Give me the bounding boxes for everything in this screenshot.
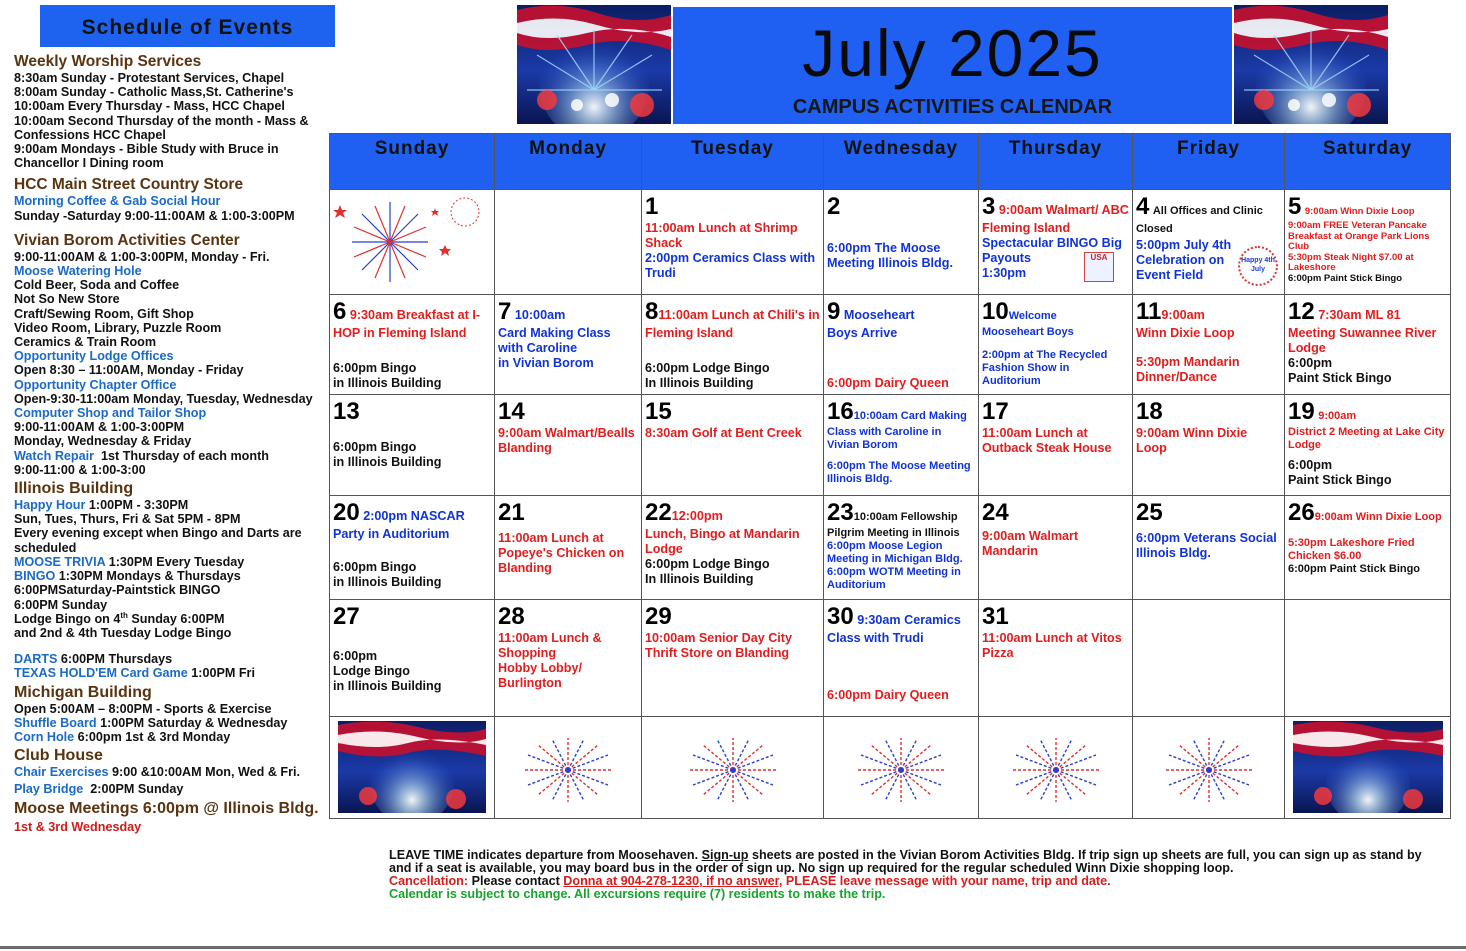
day-number: 23 — [827, 499, 854, 526]
calendar-grid — [329, 133, 1451, 819]
computer-hours: 9:00-11:00AM & 1:00-3:00PM — [14, 420, 185, 435]
firework-burst-icon — [683, 735, 783, 805]
event: Hobby Lobby/ Burlington — [498, 661, 582, 690]
vivian-line: Craft/Sewing Room, Gift Shop — [14, 306, 194, 321]
lodge-bingo-sup: th — [120, 610, 128, 620]
day-cell-30 — [824, 600, 979, 717]
weekday-friday: Friday — [1133, 134, 1285, 190]
happy-days: Sun, Tues, Thurs, Fri & Sat 5PM - 8PM — [14, 512, 241, 527]
watch-note: 1st Thursday of each month — [101, 448, 269, 463]
day-cell-17 — [979, 395, 1133, 496]
day-number: 12 — [1288, 298, 1315, 325]
event: Mooseheart Boys — [982, 326, 1074, 338]
day-number: 14 — [498, 398, 525, 425]
flag-fireworks-image-right — [1234, 5, 1388, 124]
blank-cell — [495, 190, 642, 295]
day-cell-27 — [330, 600, 495, 717]
lodge-hours: Open 8:30 – 11:00AM, Monday - Friday — [14, 363, 244, 378]
flag-fireworks-image-left — [517, 5, 671, 124]
event: 12:00pm — [671, 509, 723, 523]
day-number: 16 — [827, 398, 854, 425]
week-row — [330, 190, 1451, 295]
trivia: MOOSE TRIVIA — [14, 554, 106, 569]
page-subtitle: CAMPUS ACTIVITIES CALENDAR — [792, 96, 1113, 118]
trivia-time: 1:30PM Every Tuesday — [108, 554, 245, 569]
burst-cell — [979, 717, 1133, 819]
day-head — [1288, 193, 1447, 221]
day-head — [645, 298, 820, 341]
event: All Offices and Clinic Closed — [1136, 205, 1263, 235]
vivian-line: Cold Beer, Soda and Coffee — [14, 278, 180, 293]
worship-line: 9:00am Mondays - Bible Study with Bruce in Chancellor I Dining room — [14, 142, 279, 171]
illinois-heading: Illinois Building — [14, 480, 134, 498]
event: 6:00pm — [1288, 458, 1333, 472]
day-cell-23 — [824, 496, 979, 600]
event: 5:00pm July 4th Celebration on Event Field — [1136, 238, 1232, 282]
paintstick: 6:00PMSaturday-Paintstick BINGO — [14, 583, 221, 598]
day-cell-7 — [495, 295, 642, 395]
store-heading: HCC Main Street Country Store — [14, 176, 244, 194]
event: 6:00pm Paint Stick Bingo — [1288, 272, 1403, 284]
chair-line — [14, 765, 319, 779]
event: 11:00am Lunch at Outback Steak House — [982, 426, 1112, 455]
vivian-line: Video Room, Library, Puzzle Room — [14, 320, 222, 335]
day-number: 19 — [1288, 398, 1315, 425]
club-heading: Club House — [14, 747, 103, 765]
day-cell-26 — [1285, 496, 1451, 600]
computer-shop: Computer Shop and Tailor Shop — [14, 406, 207, 421]
day-cell-4 — [1133, 190, 1285, 295]
week-row — [330, 395, 1451, 496]
chapter-hours: Open-9:30-11:00am Monday, Tuesday, Wednesday — [14, 391, 313, 406]
store-hours: Sunday -Saturday 9:00-11:00AM & 1:00-3:00PM — [14, 208, 295, 223]
event: 9:00am Walmart/ ABC Fleming Island — [982, 203, 1129, 235]
event: 6:00pm The Moose Meeting Illinois Bldg. — [827, 241, 953, 270]
worship-line: 8:00am Sunday - Catholic Mass,St. Catherine's — [14, 85, 294, 100]
computer-days: Monday, Wednesday & Friday — [14, 434, 192, 449]
day-cell-8 — [642, 295, 824, 395]
burst-cell — [495, 717, 642, 819]
watch-repair: Watch Repair — [14, 448, 95, 463]
event: 6:00pm Lodge Bingo — [645, 557, 770, 571]
weekday-header-row — [330, 134, 1451, 190]
happy-time: 1:00PM - 3:30PM — [88, 498, 189, 513]
usa-calendar-icon — [1084, 252, 1114, 282]
signup-text: Sign-up — [701, 848, 749, 862]
day-number: 6 — [333, 298, 347, 325]
event: 9:00am Walmart/Bealls Blanding — [498, 426, 635, 455]
worship-line: 10:00am Second Thursday of the month - Mass & Confessions HCC Chapel — [14, 113, 309, 142]
lodge-bingo-b: Sunday 6:00PM — [127, 611, 225, 626]
day-number: 26 — [1288, 499, 1315, 526]
vivian-hours: 9:00-11:00AM & 1:00-3:00PM, Monday - Fri. — [14, 249, 270, 264]
day-cell-21 — [495, 496, 642, 600]
darts-time: 6:00PM Thursdays — [60, 652, 173, 667]
event: Paint Stick Bingo — [1288, 473, 1392, 487]
day-number: 7 — [498, 298, 512, 325]
day-head — [1288, 499, 1447, 527]
event: District 2 Meeting at Lake City Lodge — [1288, 426, 1445, 451]
day-cell-10 — [979, 295, 1133, 395]
day-cell-9 — [824, 295, 979, 395]
day-head — [1136, 298, 1281, 326]
event: In Illinois Building — [645, 376, 754, 390]
sidebar-title: Schedule of Events — [40, 5, 335, 47]
event: 6:00pm Paint Stick Bingo — [1288, 563, 1421, 575]
sunday-bingo: 6:00PM Sunday — [14, 597, 108, 612]
event: 10:00am Card Making — [853, 410, 967, 422]
event: Mooseheart — [843, 308, 915, 322]
event: Class with Caroline in Vivian Borom — [827, 426, 942, 451]
firework-burst-icon — [1159, 735, 1259, 805]
event: Paint Stick Bingo — [1288, 371, 1392, 385]
event: 10:00am Fellowship — [853, 511, 958, 523]
event: 11:00am Lunch at Chili's in Fleming Island — [645, 308, 820, 340]
event: 1:30pm — [982, 266, 1027, 280]
day-head — [1288, 298, 1447, 326]
day-cell-19 — [1285, 395, 1451, 496]
event: in Illinois Building — [333, 575, 442, 589]
event: 9:00am Walmart Mandarin — [982, 529, 1079, 558]
lodge-bingo-c: and 2nd & 4th Tuesday Lodge Bingo — [14, 625, 232, 640]
moose-note: 1st & 3rd Wednesday — [14, 819, 142, 834]
weekday-saturday: Saturday — [1285, 134, 1451, 190]
event: 6:00pm — [1288, 356, 1333, 370]
weekday-monday: Monday — [495, 134, 642, 190]
leave-a: LEAVE TIME indicates departure from Moosehaven. — [389, 848, 702, 862]
weekday-tuesday: Tuesday — [642, 134, 824, 190]
blank-cell — [1285, 600, 1451, 717]
day-number: 20 — [333, 499, 360, 526]
day-cell-20 — [330, 496, 495, 600]
event: 5:30pm Lakeshore Fried Chicken $6.00 — [1288, 537, 1415, 562]
happy-4th-badge-icon — [1238, 246, 1278, 286]
day-cell-25 — [1133, 496, 1285, 600]
day-head — [1136, 193, 1281, 236]
flag-image-cell — [1285, 717, 1451, 819]
day-head — [1288, 398, 1447, 426]
event: 2:00pm NASCAR — [363, 509, 465, 523]
day-number: 15 — [645, 398, 672, 425]
badge-label: Happy 4th July — [1241, 257, 1275, 273]
lodge-offices: Opportunity Lodge Offices — [14, 349, 174, 364]
cancel-contact: Donna at 904-278-1230, if no answer, — [563, 874, 783, 888]
darts-line — [14, 652, 319, 666]
event: Pilgrim Meeting in Illinois — [827, 527, 960, 539]
burst-cell — [824, 717, 979, 819]
event: 9:30am Breakfast at I-HOP in Fleming Island — [333, 308, 481, 340]
day-cell-22 — [642, 496, 824, 600]
event: 2:00pm Ceramics Class with Trudi — [645, 251, 816, 280]
event: 11:00am Lunch at Vitos Pizza — [982, 631, 1122, 660]
event: Winn Dixie Loop — [1136, 326, 1235, 340]
happy-note: Every evening except when Bingo and Darts are scheduled — [14, 526, 302, 555]
footer-notes — [389, 849, 1429, 901]
day-number: 22 — [645, 499, 672, 526]
event: in Vivian Borom — [498, 356, 594, 370]
flag-image-cell — [330, 717, 495, 819]
day-number: 10 — [982, 298, 1009, 325]
day-cell-28 — [495, 600, 642, 717]
event: 6:00pm Bingo — [333, 361, 417, 375]
firework-stars-image — [330, 190, 493, 289]
day-cell-12 — [1285, 295, 1451, 395]
vivian-line: Not So New Store — [14, 292, 120, 307]
event: 9:00am Winn Dixie Loop — [1304, 206, 1415, 217]
event: in Illinois Building — [333, 455, 442, 469]
holdem-time: 1:00PM Fri — [191, 666, 255, 681]
event: 9:00am Winn Dixie Loop — [1314, 511, 1442, 523]
lodge-bingo-line — [14, 612, 319, 626]
trivia-line — [14, 555, 319, 569]
event: 9:00am — [1318, 410, 1357, 422]
lodge-bingo-a: Lodge Bingo on 4 — [14, 611, 121, 626]
event: 11:00am Lunch & Shopping — [498, 631, 602, 660]
day-head — [333, 499, 491, 527]
event: in Illinois Building — [333, 679, 442, 693]
leave-b: sheets are posted in the Vivian Borom Activities Bldg. If trip sign up sheets are full, you can sign up as stand by and if a seat is available, you may board bus in the order of sign up. No sign up required for the regular scheduled Winn Dixie shopping loop. — [389, 848, 1422, 875]
corn-hole: Corn Hole — [14, 729, 75, 744]
event: Boys Arrive — [827, 326, 898, 340]
day-number: 17 — [982, 398, 1009, 425]
day-number: 4 — [1136, 193, 1150, 220]
event: 6:00pm — [333, 649, 378, 663]
day-number: 9 — [827, 298, 841, 325]
cancel-a: Cancellation: — [389, 874, 469, 888]
day-number: 27 — [333, 603, 360, 630]
event: 6:00pm Dairy Queen — [827, 376, 949, 390]
week-row — [330, 295, 1451, 395]
cancel-b: Please contact — [468, 874, 564, 888]
burst-cell — [642, 717, 824, 819]
blank-cell — [1133, 600, 1285, 717]
happy-hour-line — [14, 498, 319, 512]
day-cell-13 — [330, 395, 495, 496]
bottom-divider — [0, 946, 1466, 949]
weekday-thursday: Thursday — [979, 134, 1133, 190]
store-link: Morning Coffee & Gab Social Hour — [14, 194, 221, 209]
day-head — [333, 298, 491, 341]
bingo: BINGO — [14, 569, 56, 584]
event: 6:00pm WOTM Meeting in Auditorium — [827, 566, 961, 591]
flag-fireworks-image — [1293, 721, 1443, 813]
chair-exercises: Chair Exercises — [14, 765, 109, 780]
leave-time-note — [389, 849, 1429, 875]
event: Class with Trudi — [827, 631, 924, 645]
day-cell-14 — [495, 395, 642, 496]
event: Meeting Suwannee River Lodge — [1288, 326, 1437, 355]
event: 11:00am Lunch at Popeye's Chicken on Blanding — [498, 531, 625, 575]
header-banner — [673, 7, 1232, 124]
day-head — [827, 603, 975, 631]
weekday-sunday: Sunday — [330, 134, 495, 190]
burst-cell — [1133, 717, 1285, 819]
michigan-heading: Michigan Building — [14, 683, 152, 701]
event: 5:30pm Steak Night $7.00 at Lakeshore — [1288, 251, 1414, 273]
day-number: 30 — [827, 603, 854, 630]
day-number: 2 — [827, 193, 841, 220]
event: 11:00am Lunch at Shrimp Shack — [645, 221, 798, 250]
michigan-open: Open 5:00AM – 8:00PM - Sports & Exercise — [14, 701, 272, 716]
day-number: 28 — [498, 603, 525, 630]
day-number: 11 — [1136, 298, 1162, 325]
day-cell-1 — [642, 190, 824, 295]
day-number: 3 — [982, 193, 996, 220]
day-number: 25 — [1136, 499, 1163, 526]
day-number: 1 — [645, 193, 659, 220]
event: 6:00pm Bingo — [333, 440, 417, 454]
day-cell-2 — [824, 190, 979, 295]
shuffle: Shuffle Board — [14, 715, 97, 730]
day-number: 24 — [982, 499, 1009, 526]
day-cell-31 — [979, 600, 1133, 717]
event: Card Making Class with Caroline — [498, 326, 611, 355]
day-number: 8 — [645, 298, 659, 325]
shuffle-line — [14, 716, 319, 730]
worship-line: 8:30am Sunday - Protestant Services, Chapel — [14, 71, 285, 85]
watch-repair-line — [14, 449, 319, 463]
watch-hours: 9:00-11:00 & 1:00-3:00 — [14, 462, 146, 477]
day-number: 21 — [498, 499, 525, 526]
day-cell-11 — [1133, 295, 1285, 395]
day-cell-18 — [1133, 395, 1285, 496]
day-cell-29 — [642, 600, 824, 717]
firework-burst-icon — [1006, 735, 1106, 805]
vivian-heading: Vivian Borom Activities Center — [14, 231, 240, 249]
happy-hour: Happy Hour — [14, 498, 86, 513]
day-head — [982, 298, 1129, 326]
worship-heading: Weekly Worship Services — [14, 53, 202, 70]
chair-time: 9:00 &10:00AM Mon, Wed & Fri. — [112, 765, 301, 780]
bingo-time: 1:30PM Mondays & Thursdays — [58, 569, 241, 584]
day-number: 13 — [333, 398, 360, 425]
day-head — [827, 298, 975, 326]
day-head — [827, 398, 975, 426]
event: 7:30am ML 81 — [1318, 308, 1401, 322]
event: Lodge Bingo — [333, 664, 410, 678]
watering-hole: Moose Watering Hole — [14, 264, 142, 279]
cancel-c: PLEASE leave message with your name, trip and date. — [782, 874, 1111, 888]
bridge-time: 2:00PM Sunday — [90, 782, 184, 797]
moose-heading: Moose Meetings 6:00pm @ Illinois Bldg. — [14, 799, 319, 817]
event: 5:30pm Mandarin Dinner/Dance — [1136, 355, 1240, 384]
event: Lunch, Bingo at Mandarin Lodge — [645, 527, 800, 556]
event: 6:00pm Moose Legion Meeting in Michigan Bldg. — [827, 540, 963, 565]
event: In Illinois Building — [645, 572, 754, 586]
bingo-line — [14, 569, 319, 583]
event: 6:00pm Bingo — [333, 560, 417, 574]
event: 9:00am — [1161, 308, 1205, 322]
event: 10:00am — [514, 308, 566, 322]
corn-line — [14, 730, 319, 744]
worship-line: 10:00am Every Thursday - Mass, HCC Chapel — [14, 99, 285, 114]
change-note: Calendar is subject to change. All excursions require (7) residents to make the trip. — [389, 887, 886, 901]
firework-burst-icon — [851, 735, 951, 805]
holdem-line — [14, 666, 319, 680]
day-cell-6 — [330, 295, 495, 395]
event: 9:00am Winn Dixie Loop — [1136, 426, 1248, 455]
shuffle-time: 1:00PM Saturday & Wednesday — [100, 715, 288, 730]
day-head — [645, 499, 820, 527]
blank-cell — [330, 190, 495, 295]
event-bottom — [333, 361, 492, 391]
play-bridge: Play Bridge — [14, 782, 84, 797]
chapter-office: Opportunity Chapter Office — [14, 377, 177, 392]
day-head — [498, 298, 638, 326]
event-bottom — [645, 361, 821, 391]
event: 2:00pm at The Recycled Fashion Show in Auditorium — [982, 349, 1108, 387]
day-cell-15 — [642, 395, 824, 496]
day-cell-3 — [979, 190, 1133, 295]
event: 6:00pm Lodge Bingo — [645, 361, 770, 375]
day-head — [982, 193, 1129, 236]
page-title: July 2025 — [802, 16, 1103, 90]
weekday-wednesday: Wednesday — [824, 134, 979, 190]
day-cell-5 — [1285, 190, 1451, 295]
day-number: 5 — [1288, 193, 1302, 220]
event: Spectacular BINGO Big Payouts — [982, 236, 1122, 265]
day-number: 29 — [645, 603, 672, 630]
vivian-line: Ceramics & Train Room — [14, 335, 157, 350]
event: 6:00pm Dairy Queen — [827, 688, 949, 702]
event: Welcome — [1008, 310, 1057, 322]
corn-time: 6:00pm 1st & 3rd Monday — [77, 729, 231, 744]
day-head — [827, 499, 975, 527]
event: 6:00pm Veterans Social Illinois Bldg. — [1136, 531, 1277, 560]
event: 10:00am Senior Day City Thrift Store on Blanding — [645, 631, 792, 660]
week-row — [330, 600, 1451, 717]
day-cell-16 — [824, 395, 979, 496]
week-row — [330, 496, 1451, 600]
darts: DARTS — [14, 652, 58, 667]
event: Party in Auditorium — [333, 527, 450, 541]
event: 9:30am Ceramics — [857, 613, 961, 627]
day-number: 18 — [1136, 398, 1163, 425]
holdem: TEXAS HOLD'EM Card Game — [14, 666, 188, 681]
schedule-sidebar — [14, 53, 319, 834]
day-number: 31 — [982, 603, 1009, 630]
event: 6:00pm The Moose Meeting Illinois Bldg. — [827, 460, 971, 485]
event: in Illinois Building — [333, 376, 442, 390]
usa-label: USA — [1090, 253, 1108, 262]
day-cell-24 — [979, 496, 1133, 600]
flag-fireworks-image — [338, 721, 486, 813]
event: 8:30am Golf at Bent Creek — [645, 426, 802, 440]
event: 9:00am FREE Veteran Pancake Breakfast at Orange Park Lions Club — [1288, 220, 1430, 252]
fireworks-row — [330, 717, 1451, 819]
firework-burst-icon — [518, 735, 618, 805]
bridge-line — [14, 782, 319, 796]
